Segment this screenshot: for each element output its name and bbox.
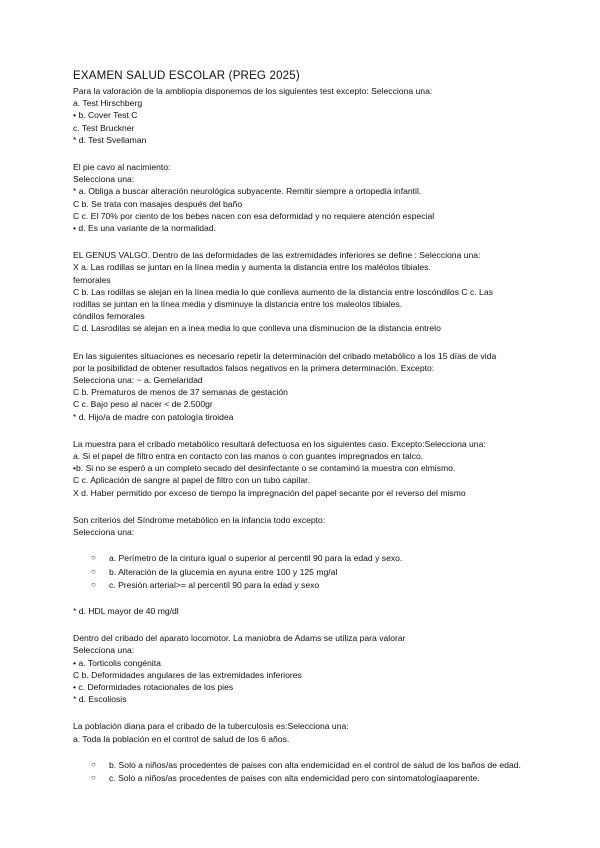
- circle-bullet-icon: ○: [91, 553, 96, 563]
- option-d: * d. HDL mayor de 40 mg/dl: [73, 605, 179, 616]
- option-c: C c. El 70% por ciento de los bebes nacen con esa deformidad y no requiere atención especial: [73, 210, 435, 221]
- question-8: [73, 720, 560, 784]
- option-a: a. Si el papel de filtro entra en contacto con las manos o con guantes impregnados en talco.: [73, 451, 424, 462]
- option-b: • b. Cover Test C: [73, 110, 138, 121]
- question-text: La muestra para el cribado metabólico resultará defectuosa en los siguientes caso. Excepto:Selecciona una:: [73, 438, 486, 449]
- option-b: C b. Prematuros de menos de 37 semanas de gestación: [73, 387, 288, 398]
- option-c: rodillas se juntan en la línea media y disminuye la distancia entre los maleolos tibiales.: [73, 299, 403, 310]
- question-text: La población diana para el cribado de la tuberculosis es:Selecciona una:: [73, 721, 349, 732]
- option-c: • c. Deformidades rotacionales de los pies: [73, 681, 234, 692]
- option-list: [73, 552, 560, 591]
- question-2: [73, 161, 560, 234]
- question-text: En las siguientes situaciones es necesario repetir la determinación del cribado metabólico a los 15 días de vida: [73, 350, 497, 361]
- option-list: [73, 759, 560, 784]
- question-text: Son criterios del Síndrome metabólico en la infancia todo excepto:: [73, 514, 326, 525]
- option-a: a. Perímetro de la cintura igual o superior al percentil 90 para la edad y sexo.: [109, 553, 403, 564]
- select-one-label: Selecciona una:: [73, 174, 135, 185]
- option-fragment: cóndilos femorales: [73, 311, 145, 322]
- option-d: • d. Es una variante de la normalidad.: [73, 223, 216, 234]
- question-text: Dentro del cribado del aparato locomotor. La maniobra de Adams se utiliza para valorar: [73, 633, 406, 644]
- option-d: * d. Test Svellaman: [73, 134, 147, 145]
- question-text: El pie cavo al nacimiento:: [73, 162, 171, 173]
- question-6: [73, 514, 560, 617]
- option-d: X d. Haber permitido por exceso de tiempo la impregnación del papel secante por el reverso del mismo: [73, 487, 466, 498]
- option-b: C b. Se trata con masajes después del baño: [73, 198, 243, 209]
- option-d: C d. Lasrodilas se alejan en a inea media lo que conlleva una disminucion de la distancia entrelo: [73, 323, 441, 334]
- option-fragment: femorales: [73, 274, 111, 285]
- option-d: * d. Hijo/a de madre con patología tiroidea: [73, 411, 234, 422]
- option-b: b. Solo a niños/as procedentes de paises con alta endemicidad en el control de salud de los baños de edad.: [109, 759, 521, 770]
- list-item: [91, 579, 560, 591]
- question-1: [73, 85, 560, 146]
- option-b: •b. Si no se esperó a un completo secado del desinfectante o se contaminó la muestra con elmismo.: [73, 463, 456, 474]
- option-a: X a. Las rodillas se juntan en la línea media y aumenta la distancia entre los maléolos tibiales.: [73, 262, 431, 273]
- question-text: EL GENUS VALGO. Dentro de las deformidades de las extremidades inferiores se define : Selecciona una:: [73, 250, 481, 261]
- option-a: a. Test Hirschberg: [73, 98, 143, 109]
- circle-bullet-icon: ○: [91, 579, 96, 589]
- question-text: Para la valoración de la ambliopía disponemos de los siguientes test excepto: Selecciona una:: [73, 86, 433, 96]
- option-d: * d. Escoliosis: [73, 694, 127, 705]
- question-3: [73, 249, 560, 334]
- select-one-label: Selecciona una:: [73, 645, 135, 656]
- option-c: c. Solo a niños/as procedentes de paises con alta endemicidad pero con sintomatologíaaparente.: [109, 772, 480, 783]
- option-b: b. Alteración de la glucemia en ayuna entre 100 y 125 mg/al: [109, 566, 338, 577]
- option-c: c. Presión arterial>= al percentil 90 para la edad y sexo: [109, 579, 320, 590]
- option-c: C c. Aplicación de sangre al papel de filtro con un tubo capilar.: [73, 475, 310, 486]
- circle-bullet-icon: ○: [91, 759, 96, 769]
- option-c: c. Test Bruckner: [73, 122, 135, 133]
- option-b: C b. Deformidades angulares de las extremidades inferiores: [73, 669, 302, 680]
- list-item: [91, 552, 560, 564]
- list-item: [91, 759, 560, 771]
- option-c: C c. Bajo peso al nacer < de 2.500gr: [73, 399, 213, 410]
- question-4: [73, 350, 560, 423]
- option-a: • a. Torticolis congénita: [73, 657, 161, 668]
- list-item: [91, 566, 560, 578]
- option-a: a. Toda la población en el control de salud de los 6 años.: [73, 733, 290, 744]
- circle-bullet-icon: ○: [91, 772, 96, 782]
- list-item: [91, 772, 560, 784]
- select-one-label: Selecciona una:: [73, 527, 135, 538]
- option-b: C b. Las rodillas se alejan en la línea media lo que conlleva aumento de la distancia entre loscóndilos C c. Las: [73, 286, 493, 297]
- question-7: [73, 632, 560, 705]
- question-text-cont: por la posibilidad de obtener resultados falsos negativos en la primera determinación. Excepto:: [73, 362, 435, 373]
- circle-bullet-icon: ○: [91, 566, 96, 576]
- page-title: EXAMEN SALUD ESCOLAR (PREG 2025): [73, 70, 300, 82]
- option-a: Selecciona una: ~ a. Gemelaridad: [73, 375, 203, 386]
- question-5: [73, 438, 560, 499]
- option-a: * a. Obliga a buscar alteración neurológica subyacente. Remitir siempre a ortopedia infantil.: [73, 186, 422, 197]
